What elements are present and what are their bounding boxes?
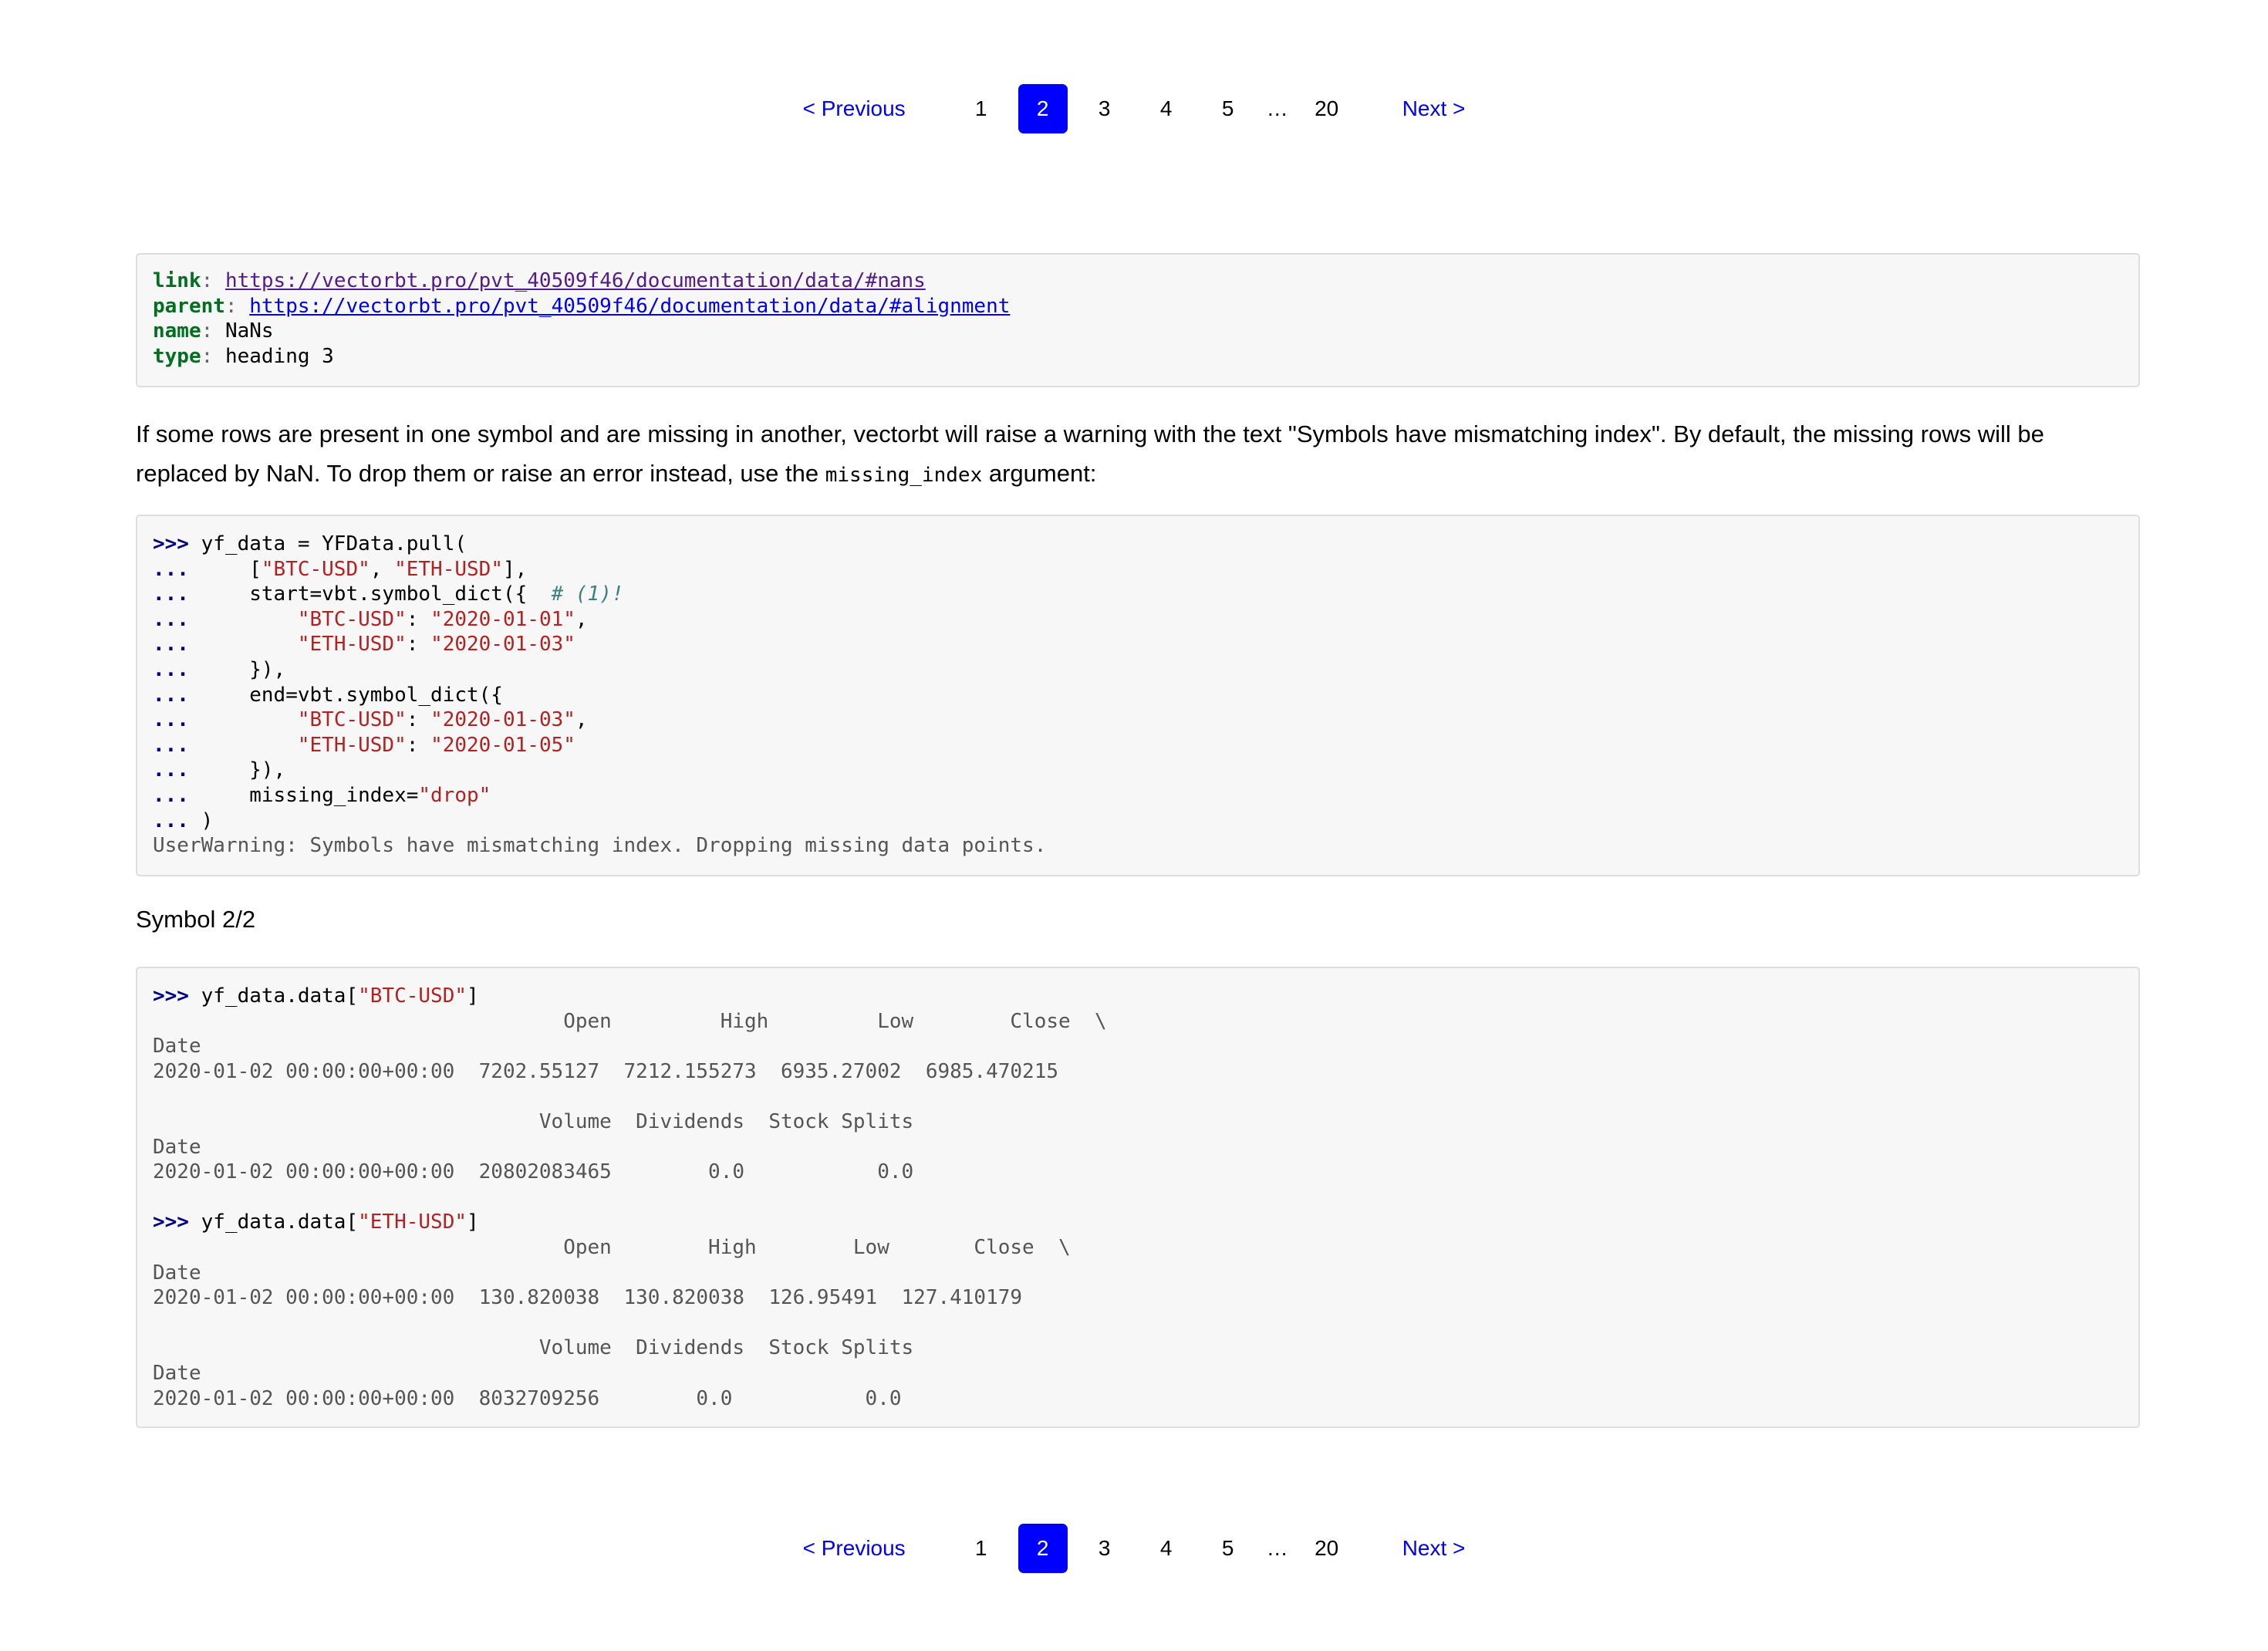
meta-link-key: link — [153, 269, 201, 292]
metadata-box: link: https://vectorbt.pro/pvt_40509f46/documentation/data/#nans parent: https://vectorbt.pro/pvt_40509f46/documentation/data/#alignment name: NaNs type: heading 3 — [136, 253, 2140, 387]
page-link-4[interactable]: 4 — [1159, 96, 1173, 120]
pagination-ellipsis: … — [1266, 96, 1288, 120]
meta-link-url[interactable]: https://vectorbt.pro/pvt_40509f46/documentation/data/#nans — [224, 269, 926, 292]
pagination-ellipsis: … — [1266, 1536, 1288, 1560]
page-link-20[interactable]: 20 — [1315, 1536, 1339, 1560]
page-link-5[interactable]: 5 — [1221, 96, 1234, 120]
paragraph-text-end: argument: — [982, 460, 1097, 487]
code-annotation-comment[interactable]: # (1)! — [551, 582, 624, 606]
page-link-2-current[interactable]: 2 — [1018, 1524, 1068, 1573]
code-block-data-output[interactable]: >>> yf_data.data["BTC-USD"] Open High Low Close \ Date 2020-01-02 00:00:00+00:00 7202.55127 7212.155273 6935.27002 6985.470215 Volume Dividends Stock Splits Date 2020-01-02 00:00:00+00:00 20802083465 0.0 0.0 >>> yf_data.data["ETH-USD"] Open High Low Close \ Date 2020-01-02 00:00:00+00:00 130.820038 130.820038 126.95491 127.410179 Volume Dividends Stock Splits Date 2020-01-02 00:00:00+00:00 8032709256 0.0 0.0 — [136, 967, 2140, 1428]
previous-link[interactable]: < Previous — [802, 96, 906, 120]
meta-name-key: name — [153, 319, 201, 343]
page-link-2-current[interactable]: 2 — [1018, 84, 1068, 133]
pagination-bottom — [0, 1524, 2268, 1573]
meta-type-key: type — [153, 344, 201, 368]
page-link-1[interactable]: 1 — [974, 1536, 987, 1560]
paragraph-text: If some rows are present in one symbol and are missing in another, vectorbt will raise a warning with the text "Symbols have mismatching index". By default, the missing rows will be replaced by NaN. To drop them or raise an error instead, use the — [136, 420, 2044, 487]
next-link[interactable]: Next > — [1402, 1536, 1466, 1560]
page-link-4[interactable]: 4 — [1159, 1536, 1173, 1560]
meta-parent-key: parent — [153, 294, 225, 318]
symbol-label: Symbol 2/2 — [136, 906, 256, 933]
page-link-20[interactable]: 20 — [1315, 96, 1339, 120]
page-link-5[interactable]: 5 — [1221, 1536, 1234, 1560]
inline-code-missing-index: missing_index — [825, 464, 983, 487]
page-link-3[interactable]: 3 — [1098, 1536, 1111, 1560]
meta-type-value: heading 3 — [224, 344, 334, 368]
meta-name-value: NaNs — [224, 319, 274, 343]
page-link-3[interactable]: 3 — [1098, 96, 1111, 120]
user-warning-output: UserWarning: Symbols have mismatching index. Dropping missing data points. — [153, 834, 1047, 858]
code-block-pull[interactable]: >>> yf_data = YFData.pull( ... ["BTC-USD", "ETH-USD"], ... start=vbt.symbol_dict({ # (1)! ... "BTC-USD": "2020-01-01", ... "ETH-USD": "2020-01-03" ... }), ... end=vbt.symbol_dict({ ... "BTC-USD": "2020-01-03", ... "ETH-USD": "2020-01-05" ... }), ... missing_index="drop" ... ) UserWarning: Symbols have mismatching index. Dropping missing data points. — [136, 515, 2140, 876]
page-link-1[interactable]: 1 — [974, 96, 987, 120]
pagination-top — [0, 84, 2268, 133]
next-link[interactable]: Next > — [1402, 96, 1466, 120]
meta-parent-url[interactable]: https://vectorbt.pro/pvt_40509f46/documentation/data/#alignment — [249, 294, 1011, 318]
previous-link[interactable]: < Previous — [802, 1536, 906, 1560]
description-paragraph — [136, 414, 2141, 495]
